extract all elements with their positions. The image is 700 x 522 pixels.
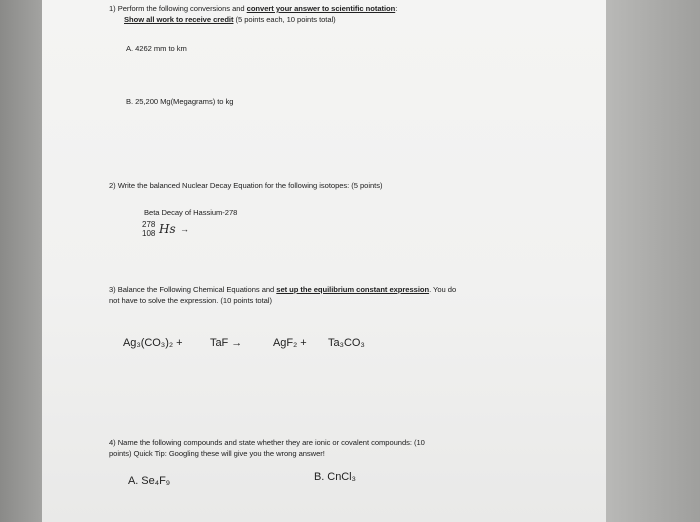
q3-heading-line1 [109,285,456,295]
worksheet-page [42,0,606,522]
q1-heading-text: 1) Perform the following conversions and [109,4,247,13]
background-left [0,0,42,522]
q4-part-a: A. Se₄F₉ [128,475,171,487]
q3-reactant-1: Ag₃(CO₃)₂ + [123,337,183,349]
q1-heading-line1 [109,4,397,14]
q3-heading-underlined: set up the equilibrium constant expression [276,285,430,294]
background-right [606,0,700,522]
q4-part-b: B. CnCl₃ [314,471,356,483]
q2-mass-number: 278 [142,220,156,229]
q1-heading-line2 [124,15,336,25]
q3-heading-suffix: . You do [429,285,457,294]
q1-points: (5 points each, 10 points total) [233,15,336,24]
q2-nuclide-notation [142,220,202,242]
q2-reaction-arrow: → [180,224,189,234]
q1-heading-underlined: convert your answer to scientific notation [246,4,396,13]
q1-part-b: B. 25,200 Mg(Megagrams) to kg [126,97,234,106]
q2-element-symbol: Hs [159,222,176,236]
q3-heading-line2: not have to solve the expression. (10 points total) [109,296,272,305]
q4-heading-line1: 4) Name the following compounds and state whether they are ionic or covalent compounds: (10 [109,438,425,447]
q3-product-1: AgF₂ + [273,337,307,349]
q1-heading-suffix: : [395,4,398,13]
q1-part-a: A. 4262 mm to km [126,44,187,53]
q2-subtitle: Beta Decay of Hassium-278 [144,208,238,217]
q2-heading: 2) Write the balanced Nuclear Decay Equation for the following isotopes: (5 points) [109,181,383,190]
q3-heading-text: 3) Balance the Following Chemical Equations and [109,285,277,294]
q3-product-2: Ta₃CO₃ [328,337,365,349]
q1-credit-underlined: Show all work to receive credit [124,15,234,24]
q4-heading-line2: points) Quick Tip: Googling these will give you the wrong answer! [109,449,325,458]
q3-reactant-2: TaF → [210,337,243,349]
q2-atomic-number: 108 [142,229,156,238]
